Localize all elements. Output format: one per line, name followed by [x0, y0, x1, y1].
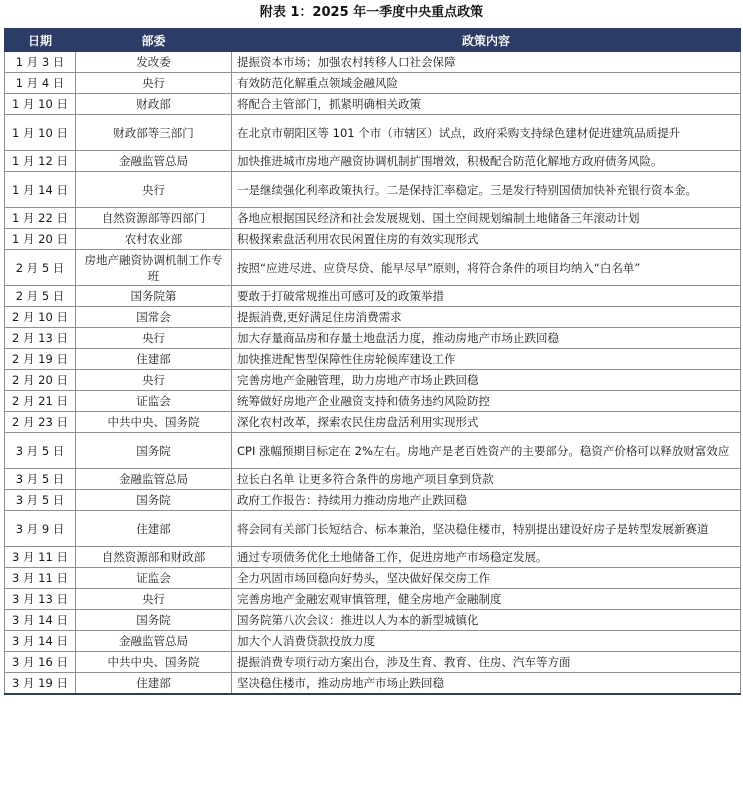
cell-content: 全力巩固市场回稳向好势头，坚决做好保交房工作 [232, 568, 741, 589]
table-row [5, 370, 741, 391]
cell-date: 2 月 19 日 [5, 349, 76, 370]
cell-dept: 国务院 [76, 433, 232, 469]
cell-dept: 央行 [76, 328, 232, 349]
table-row [5, 469, 741, 490]
cell-content: 提振资本市场；加强农村转移人口社会保障 [232, 52, 741, 73]
cell-content: 提振消费专项行动方案出台，涉及生育、教育、住房、汽车等方面 [232, 652, 741, 673]
table-row [5, 631, 741, 652]
cell-dept: 国常会 [76, 307, 232, 328]
cell-dept: 金融监管总局 [76, 469, 232, 490]
table-row [5, 94, 741, 115]
table-header-row [5, 29, 741, 52]
cell-content: 拉长白名单 让更多符合条件的房地产项目拿到贷款 [232, 469, 741, 490]
table-row [5, 568, 741, 589]
cell-date: 1 月 12 日 [5, 151, 76, 172]
header-date: 日期 [5, 29, 76, 52]
cell-dept: 国务院 [76, 610, 232, 631]
cell-content: 统筹做好房地产企业融资支持和债务违约风险防控 [232, 391, 741, 412]
cell-dept: 央行 [76, 370, 232, 391]
cell-content: 有效防范化解重点领域金融风险 [232, 73, 741, 94]
cell-date: 3 月 11 日 [5, 547, 76, 568]
table-row [5, 673, 741, 695]
cell-content: 加快推进配售型保障性住房轮候库建设工作 [232, 349, 741, 370]
cell-dept: 住建部 [76, 673, 232, 695]
table-row [5, 250, 741, 286]
cell-date: 1 月 4 日 [5, 73, 76, 94]
cell-content: 加快推进城市房地产融资协调机制扩围增效，积极配合防范化解地方政府债务风险。 [232, 151, 741, 172]
table-row [5, 73, 741, 94]
cell-content: 通过专项债务优化土地储备工作，促进房地产市场稳定发展。 [232, 547, 741, 568]
cell-date: 3 月 13 日 [5, 589, 76, 610]
cell-date: 2 月 23 日 [5, 412, 76, 433]
cell-date: 1 月 22 日 [5, 208, 76, 229]
table-row [5, 172, 741, 208]
cell-date: 2 月 13 日 [5, 328, 76, 349]
cell-date: 2 月 20 日 [5, 370, 76, 391]
cell-dept: 财政部等三部门 [76, 115, 232, 151]
table-row [5, 307, 741, 328]
cell-date: 1 月 14 日 [5, 172, 76, 208]
header-dept: 部委 [76, 29, 232, 52]
cell-date: 3 月 9 日 [5, 511, 76, 547]
table-row [5, 52, 741, 73]
table-body [5, 52, 741, 695]
cell-date: 2 月 21 日 [5, 391, 76, 412]
table-row [5, 490, 741, 511]
cell-date: 3 月 11 日 [5, 568, 76, 589]
cell-content: 提振消费,更好满足住房消费需求 [232, 307, 741, 328]
cell-content: 完善房地产金融管理，助力房地产市场止跌回稳 [232, 370, 741, 391]
cell-dept: 财政部 [76, 94, 232, 115]
table-title: 附表 1：2025 年一季度中央重点政策 [259, 5, 484, 20]
cell-dept: 住建部 [76, 511, 232, 547]
cell-content: 按照“应进尽进、应贷尽贷、能早尽早”原则，将符合条件的项目均纳入“白名单” [232, 250, 741, 286]
cell-content: 加大存量商品房和存量土地盘活力度，推动房地产市场止跌回稳 [232, 328, 741, 349]
cell-dept: 自然资源部和财政部 [76, 547, 232, 568]
cell-date: 2 月 5 日 [5, 286, 76, 307]
cell-date: 1 月 10 日 [5, 94, 76, 115]
cell-date: 3 月 14 日 [5, 610, 76, 631]
table-row [5, 610, 741, 631]
cell-content: 将配合主管部门，抓紧明确相关政策 [232, 94, 741, 115]
cell-date: 1 月 20 日 [5, 229, 76, 250]
table-row [5, 151, 741, 172]
cell-date: 3 月 19 日 [5, 673, 76, 695]
cell-dept: 中共中央、国务院 [76, 412, 232, 433]
cell-dept: 金融监管总局 [76, 631, 232, 652]
cell-dept: 央行 [76, 172, 232, 208]
cell-content: 加大个人消费贷款投放力度 [232, 631, 741, 652]
cell-content: CPI 涨幅预期目标定在 2%左右。房地产是老百姓资产的主要部分。稳资产价格可以释放财富效应 [232, 433, 741, 469]
cell-dept: 住建部 [76, 349, 232, 370]
cell-dept: 国务院 [76, 490, 232, 511]
cell-content: 在北京市朝阳区等 101 个市（市辖区）试点，政府采购支持绿色建材促进建筑品质提升 [232, 115, 741, 151]
cell-dept: 房地产融资协调机制工作专班 [76, 250, 232, 286]
cell-date: 3 月 14 日 [5, 631, 76, 652]
cell-date: 2 月 5 日 [5, 250, 76, 286]
cell-date: 3 月 5 日 [5, 433, 76, 469]
cell-dept: 自然资源部等四部门 [76, 208, 232, 229]
table-row [5, 229, 741, 250]
table-row [5, 433, 741, 469]
table-row [5, 589, 741, 610]
cell-dept: 发改委 [76, 52, 232, 73]
cell-date: 3 月 5 日 [5, 469, 76, 490]
cell-dept: 金融监管总局 [76, 151, 232, 172]
table-row [5, 349, 741, 370]
cell-dept: 农村农业部 [76, 229, 232, 250]
cell-dept: 证监会 [76, 391, 232, 412]
cell-date: 1 月 3 日 [5, 52, 76, 73]
policy-table [4, 28, 741, 695]
header-content: 政策内容 [232, 29, 741, 52]
cell-content: 将会同有关部门长短结合、标本兼治，坚决稳住楼市，特别提出建设好房子是转型发展新赛道 [232, 511, 741, 547]
cell-dept: 国务院第 [76, 286, 232, 307]
cell-content: 国务院第八次会议：推进以人为本的新型城镇化 [232, 610, 741, 631]
cell-dept: 中共中央、国务院 [76, 652, 232, 673]
cell-content: 完善房地产金融宏观审慎管理，健全房地产金融制度 [232, 589, 741, 610]
cell-date: 3 月 5 日 [5, 490, 76, 511]
table-row [5, 391, 741, 412]
cell-date: 3 月 16 日 [5, 652, 76, 673]
table-row [5, 652, 741, 673]
cell-content: 一是继续强化利率政策执行。二是保持汇率稳定。三是发行特别国债加快补充银行资本金。 [232, 172, 741, 208]
cell-content: 各地应根据国民经济和社会发展规划、国土空间规划编制土地储备三年滚动计划 [232, 208, 741, 229]
table-row [5, 115, 741, 151]
cell-content: 政府工作报告：持续用力推动房地产止跌回稳 [232, 490, 741, 511]
cell-dept: 央行 [76, 589, 232, 610]
table-row [5, 208, 741, 229]
cell-content: 要敢于打破常规推出可感可及的政策举措 [232, 286, 741, 307]
cell-date: 2 月 10 日 [5, 307, 76, 328]
table-row [5, 511, 741, 547]
cell-date: 1 月 10 日 [5, 115, 76, 151]
table-row [5, 547, 741, 568]
table-row [5, 328, 741, 349]
cell-content: 坚决稳住楼市，推动房地产市场止跌回稳 [232, 673, 741, 695]
cell-content: 深化农村改革，探索农民住房盘活利用实现形式 [232, 412, 741, 433]
cell-dept: 证监会 [76, 568, 232, 589]
cell-dept: 央行 [76, 73, 232, 94]
table-row [5, 286, 741, 307]
table-row [5, 412, 741, 433]
cell-content: 积极探索盘活利用农民闲置住房的有效实现形式 [232, 229, 741, 250]
